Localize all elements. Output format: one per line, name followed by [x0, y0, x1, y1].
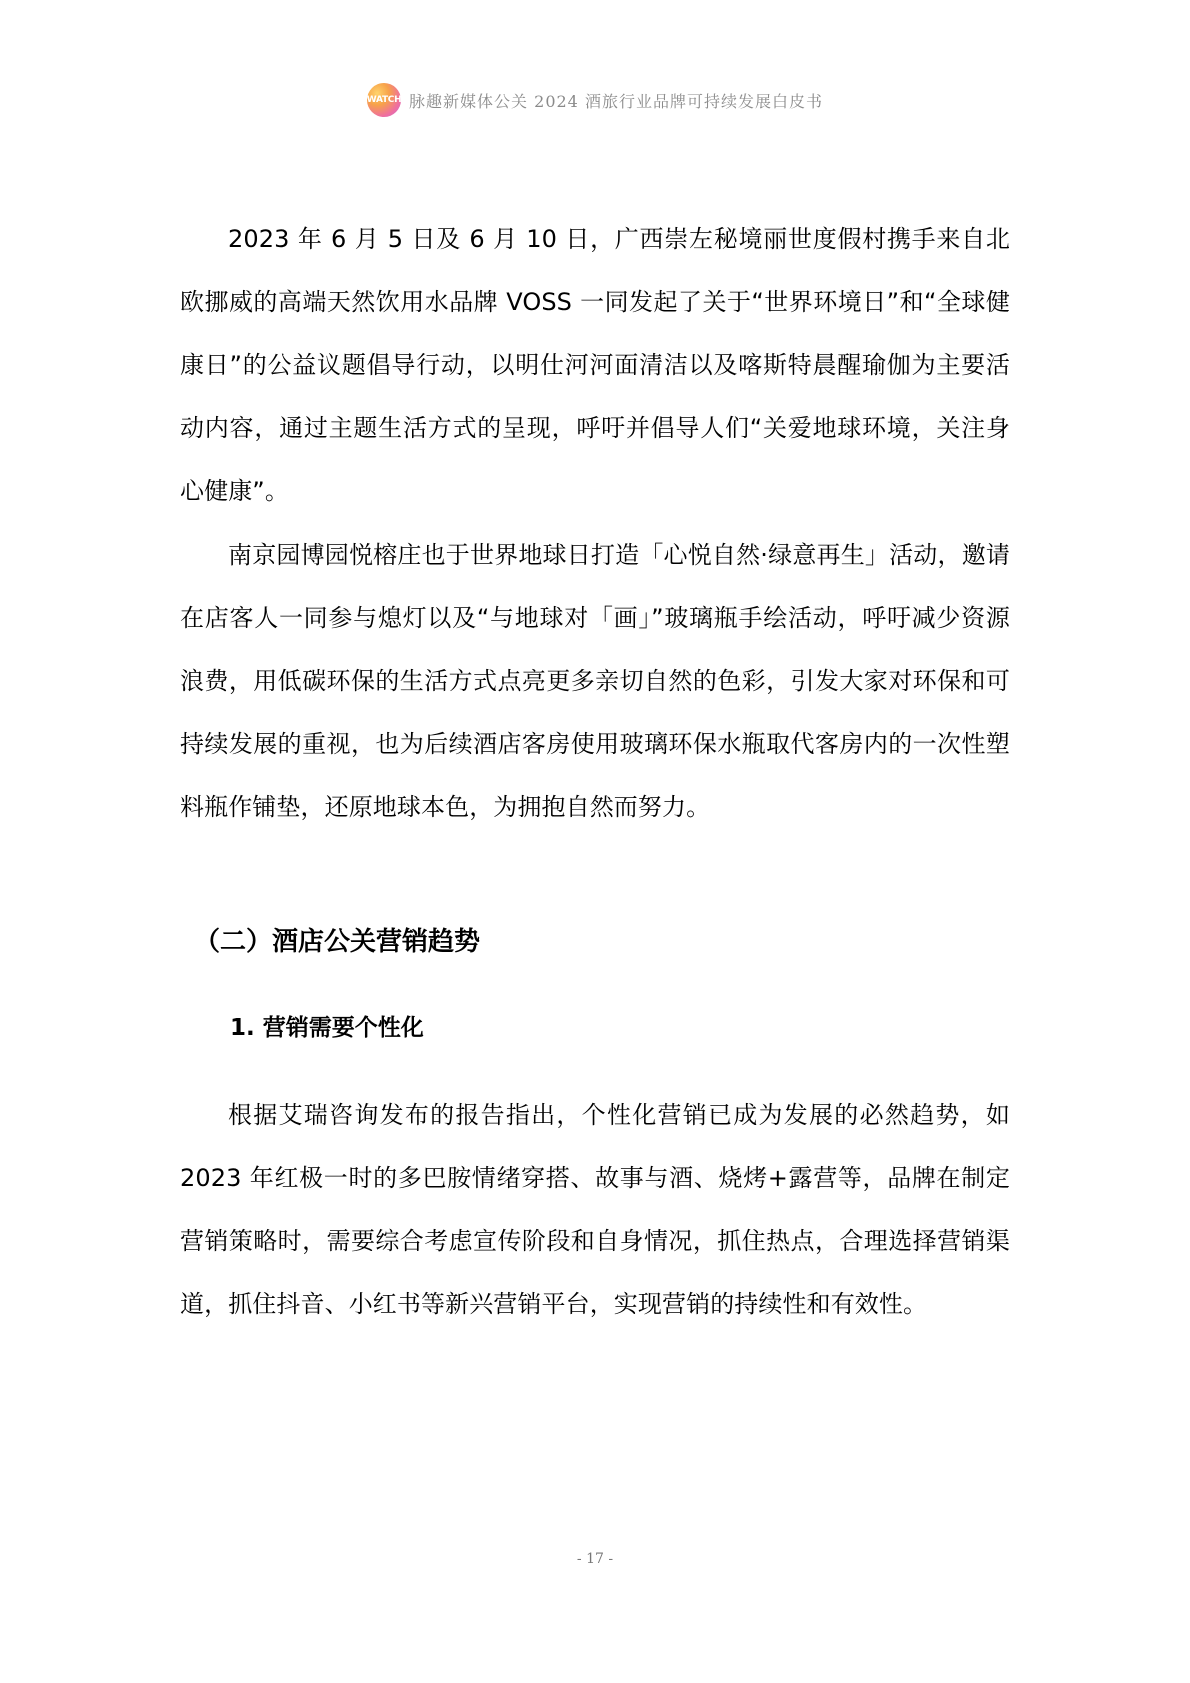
paragraph-voss-event: 2023 年 6 月 5 日及 6 月 10 日，广西崇左秘境丽世度假村携手来自北欧挪威的高端天然饮用水品牌 VOSS 一同发起了关于“世界环境日”和“全球健康日”的公益议题倡导行动，以明仕河河面清洁以及喀斯特晨醒瑜伽为主要活动内容，通过主题生活方式的呈现，呼吁并倡导人们“关爱地球环境，关注身心健康”。 — [180, 225, 1010, 505]
brand-logo — [367, 83, 401, 117]
paragraph-personalized-marketing: 根据艾瑞咨询发布的报告指出，个性化营销已成为发展的必然趋势，如 2023 年红极一时的多巴胺情绪穿搭、故事与酒、烧烤+露营等，品牌在制定营销策略时，需要综合考虑宣传阶段和自身情况，抓住热点，合理选择营销渠道，抓住抖音、小红书等新兴营销平台，实现营销的持续性和有效性。 — [180, 1101, 1010, 1318]
header-title: 脉趣新媒体公关 2024 酒旅行业品牌可持续发展白皮书 — [409, 91, 823, 111]
paragraph-banyan-tree-event: 南京园博园悦榕庄也于世界地球日打造「心悦自然·绿意再生」活动，邀请在店客人一同参与熄灯以及“与地球对「画」”玻璃瓶手绘活动，呼吁减少资源浪费，用低碳环保的生活方式点亮更多亲切自然的色彩，引发大家对环保和可持续发展的重视，也为后续酒店客房使用玻璃环保水瓶取代客房内的一次性塑料瓶作铺垫，还原地球本色，为拥抱自然而努力。 — [180, 541, 1010, 821]
page-header — [0, 82, 1190, 118]
subsection-heading: 1. 营销需要个性化 — [230, 1015, 424, 1041]
page-number: - 17 - — [576, 1551, 614, 1567]
section-heading: （二）酒店公关营销趋势 — [194, 927, 481, 957]
logo-text: WATCH — [366, 95, 402, 105]
